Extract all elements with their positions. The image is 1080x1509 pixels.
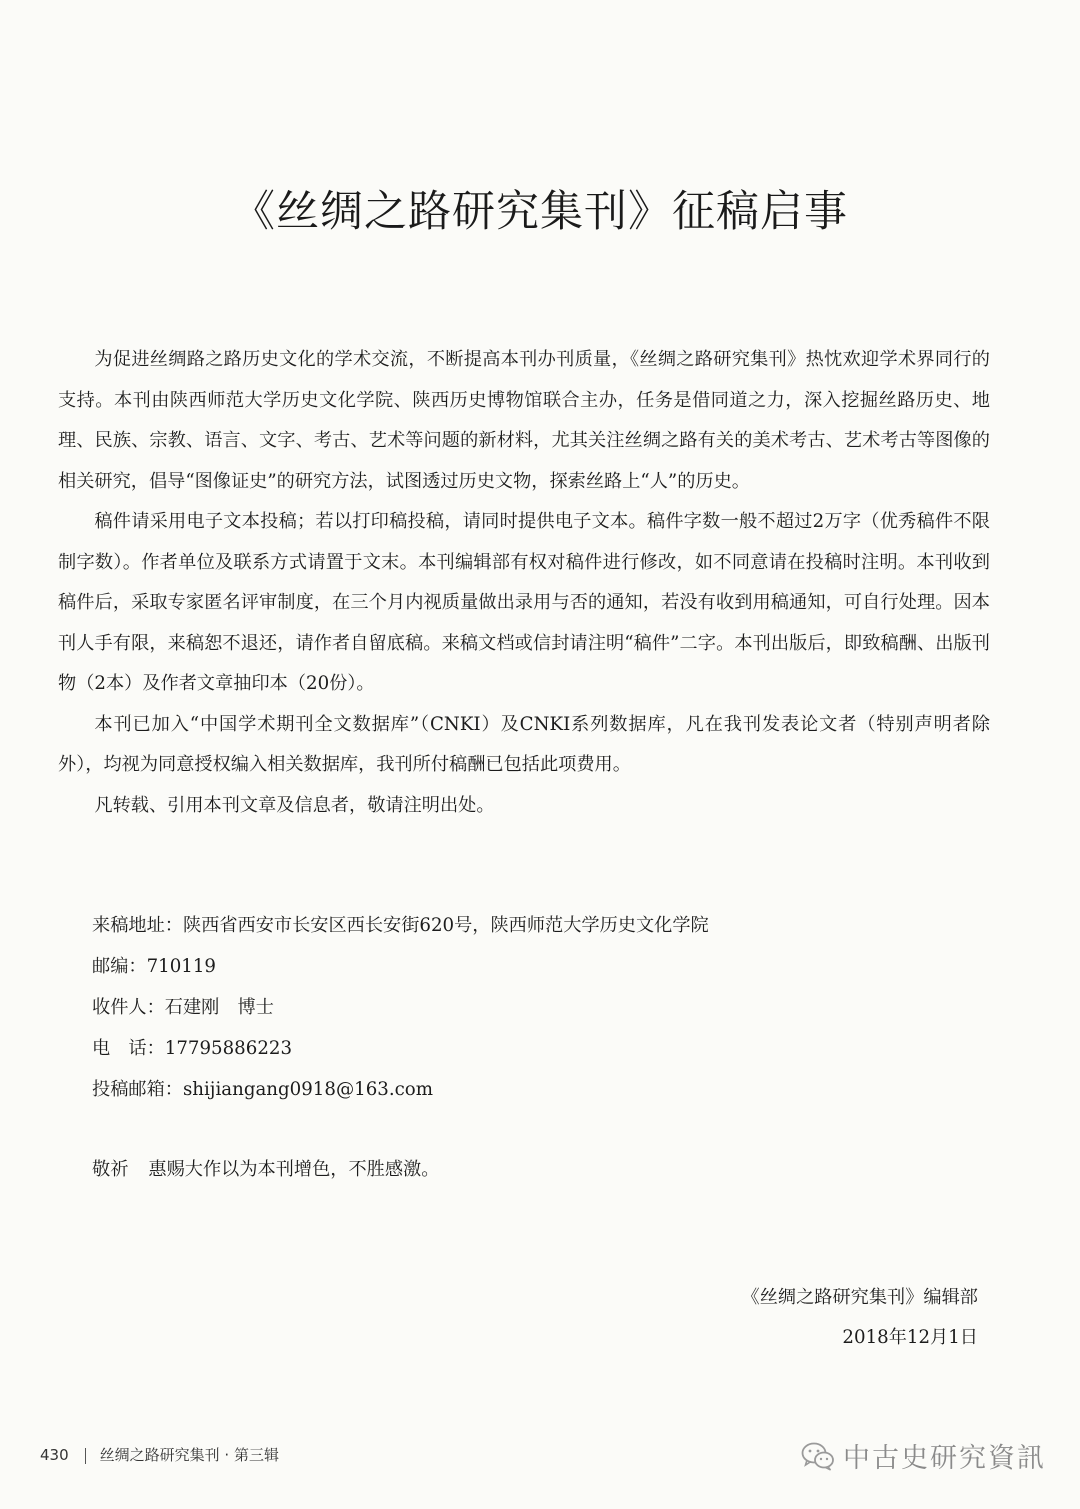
body-text xyxy=(58,340,990,826)
page-number: 430 xyxy=(40,1446,69,1464)
wechat-icon xyxy=(801,1441,835,1471)
watermark-text: 中古史研究資訊 xyxy=(843,1443,1046,1474)
paragraph: 为促进丝绸路之路历史文化的学术交流，不断提高本刊办刊质量，《丝绸之路研究集刊》热忱欢迎学术界同行的支持。本刊由陕西师范大学历史文化学院、陕西历史博物馆联合主办，任务是借同道之力，深入挖掘丝路历史、地理、民族、宗教、语言、文字、考古、艺术等问题的新材料，尤其关注丝绸之路有关的美术考古、艺术考古等图像的相关研究，倡导“图像证史”的研究方法，试图透过历史文物，探索丝路上“人”的历史。 xyxy=(58,349,990,492)
footer-journal: 丝绸之路研究集刊 · 第三辑 xyxy=(99,1446,279,1464)
paragraph: 稿件请采用电子文本投稿；若以打印稿投稿，请同时提供电子文本。稿件字数一般不超过2万字（优秀稿件不限制字数）。作者单位及联系方式请置于文末。本刊编辑部有权对稿件进行修改，如不同意请在投稿时注明。本刊收到稿件后，采取专家匿名评审制度，在三个月内视质量做出录用与否的通知，若没有收到用稿通知，可自行处理。因本刊人手有限，来稿恕不退还，请作者自留底稿。来稿文档或信封请注明“稿件”二字。本刊出版后，即致稿酬、出版刊物（2本）及作者文章抽印本（20份）。 xyxy=(58,511,990,694)
contact-recipient: 收件人：石建刚 博士 xyxy=(92,997,274,1018)
closing-salutation: 敬祈 xyxy=(92,1159,129,1180)
closing-text: 惠赐大作以为本刊增色，不胜感激。 xyxy=(148,1159,440,1180)
contact-phone: 电 话：17795886223 xyxy=(92,1038,293,1059)
contact-address: 来稿地址：陕西省西安市长安区西长安街620号，陕西师范大学历史文化学院 xyxy=(92,915,709,936)
signature-block xyxy=(742,1278,978,1358)
contact-postcode: 邮编：710119 xyxy=(92,956,216,977)
closing-line xyxy=(92,1150,439,1190)
page-title: 《丝绸之路研究集刊》征稿启事 xyxy=(232,187,848,237)
watermark xyxy=(801,1436,1046,1475)
page-footer xyxy=(40,1444,279,1465)
paragraph: 本刊已加入“中国学术期刊全文数据库”（CNKI）及CNKI系列数据库，凡在我刊发表论文者（特别声明者除外），均视为同意授权编入相关数据库，我刊所付稿酬已包括此项费用。 xyxy=(58,713,990,775)
contact-info xyxy=(92,905,709,1110)
contact-email: 投稿邮箱：shijiangang0918@163.com xyxy=(92,1079,434,1100)
footer-divider xyxy=(85,1448,86,1464)
paragraph: 凡转载、引用本刊文章及信息者，敬请注明出处。 xyxy=(94,794,495,816)
signature-date: 2018年12月1日 xyxy=(842,1327,978,1348)
signature-org: 《丝绸之路研究集刊》编辑部 xyxy=(741,1287,978,1308)
